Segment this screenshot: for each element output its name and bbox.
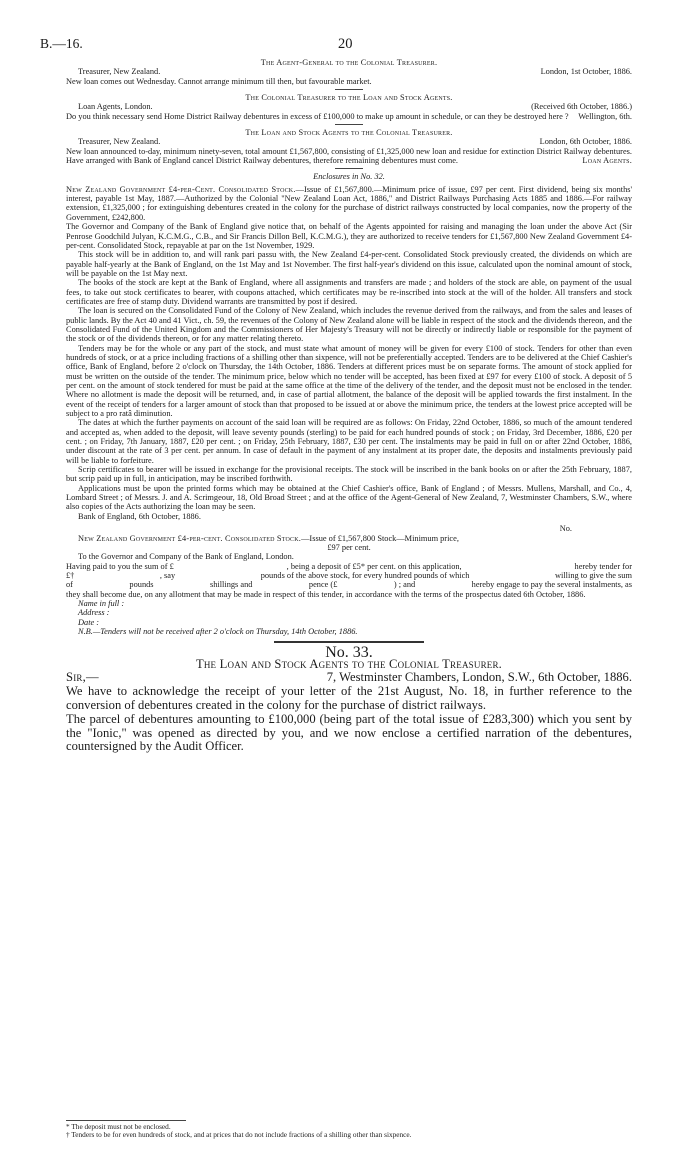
tender-form-text: pounds <box>129 580 154 590</box>
tender-form-line <box>66 562 632 571</box>
cable3-date: London, 6th October, 1886. <box>539 137 632 147</box>
prospectus-paragraph <box>66 185 632 222</box>
tender-form-text: ) ; and <box>393 580 416 590</box>
divider <box>335 89 363 90</box>
prospectus-paragraph: The loan is secured on the Consolidated Fund of the Colony of New Zealand, which includes the revenue derived from the railways, and from the sales and leases of public lands. By the Act 40 and 41 Vict., ch. 59, the revenues of the Colony of New Zealand alone will be liable in respect of the stock and the dividends thereon, and the Consolidated Fund of the United Kingdom and the Commissioners of Her Majesty's Treasury will not be directly or indirectly liable or responsible for the payment of the stock or of the dividends thereon, or for any matter relating thereto. <box>66 306 632 344</box>
letter-title: The Loan and Stock Agents to the Colonial Treasurer. <box>195 656 503 671</box>
prospectus-paragraph: The books of the stock are kept at the Bank of England, where all assignments and transfers are made ; and holders of the stock are able, on payment of the usual fees, to take out stock certificates to bearer, with coupons attached, which certificates may be re-inscribed into stock at the will of the holder. All transfers and stock certificates are free of stamp duty. Dividend warrants are transmitted by post if desired. <box>66 278 632 306</box>
tender-form-addressee: To the Governor and Company of the Bank of England, London. <box>78 552 294 562</box>
letter-salutation: Sir,— <box>66 670 99 685</box>
tender-form-date-field: Date : <box>78 617 100 627</box>
prospectus-paragraph: Tenders may be for the whole or any part of the stock, and must state what amount of money will be given for every £100 of stock. Tenders for other than even hundreds of stock, or at a price including fractions of a shilling other than sixpence, will not be preferentially accepted. Tenders are to be delivered at the Chief Cashier's office, Bank of England, before 2 o'clock on Thursday, the 14th October, 1886. Tenders at different prices must be on separate forms. The amount of stock applied for must be written on the outside of the tender. The minimum price, below which no tender will be accepted, has been fixed at £97 for every £100 of stock. A deposit of 5 per cent. on the amount of stock tendered for must be paid at the same office at the time of the delivery of the tender, and the deposit must not be enclosed in the tender. Where no allotment is made the deposit will be returned, and, in case of partial allotment, the balance of the deposit will be applied towards the first instalment. In the event of the receipt of tenders for a larger amount of stock than that proposed to be issued at or above the minimum price, the tenders at the lowest price accepted will be subject to a pro ratâ diminution. <box>66 343 632 419</box>
prospectus-text: —Issue of £1,567,800.—Minimum price of issue, £97 per cent. First dividend, being six months' interest, payable 1st May, 1887.—Authorized by the Colonial "New Zealand Loan Act, 1886," and District Railways Purchasing Acts 1885 and 1886.—For railway extension, £1,325,000 ; for extinguishing debentures created in the colony for the purchase of district railways constructed by local companies, now the property of the Government, £242,800. <box>66 184 632 222</box>
letter-address: 7, Westminster Chambers, London, S.W., 6th October, 1886. <box>326 670 632 685</box>
tender-form-number: No. <box>559 524 572 534</box>
document-reference: B.—16. <box>40 36 83 51</box>
tender-form-line <box>66 571 632 580</box>
tender-form-text: hereby tender for <box>574 561 632 571</box>
cable2-recipient: Loan Agents, London. <box>78 102 153 112</box>
cable3-address-line <box>66 137 632 146</box>
prospectus-lead: New Zealand Government £4-per-Cent. Consolidated Stock. <box>66 184 296 194</box>
tender-form-text: £† <box>66 570 75 580</box>
cable3-signature: Loan Agents. <box>582 156 632 166</box>
footnote-rule <box>66 1120 186 1121</box>
divider <box>335 124 363 125</box>
tender-form-text: of <box>66 580 73 590</box>
prospectus-paragraph: This stock will be in addition to, and will rank pari passu with, the New Zealand £4-per-cent. Consolidated Stock previously created, the dividends on which are payable half-yearly at the Bank of England, on the 1st May and 1st November. The first half-year's dividend on this issue, calculated upon the nominal amount of stock, will be payable on the 1st May next. <box>66 250 632 278</box>
tender-form-terms: they shall become due, on any allotment that may be made in respect of this tender, in accordance with the terms of the prospectus dated 6th October, 1886. <box>66 589 586 599</box>
prospectus-paragraph: Scrip certificates to bearer will be issued in exchange for the provisional receipts. The stock will be inscribed in the bank books on or after the 25th February, 1887, but scrip paid up in full, in anticipation, may be inscribed forthwith. <box>66 465 632 484</box>
tender-form-text: , say <box>159 570 176 580</box>
cable2-received: (Received 6th October, 1886.) <box>531 102 632 112</box>
tender-form-title <box>66 534 632 543</box>
prospectus-dateline: Bank of England, 6th October, 1886. <box>78 511 201 521</box>
prospectus-paragraph: Applications must be upon the printed forms which may be obtained at the Chief Cashier's office, Bank of England ; of Messrs. Mullens, Marshall, and Co., 4, Lombard Street ; of Messrs. J. and A. Scrimgeour, 18, Old Broad Street ; and at the office of the Agent-General of New Zealand, 7, Westminster Chambers, S.W., where also copies of the Acts authorizing the loan may be seen. <box>66 483 632 512</box>
prospectus-paragraph: The dates at which the further payments on account of the said loan will be required are as follows: On Friday, 22nd October, 1886, so much of the amount tendered and accepted as, when added to the deposit, will leave seventy pounds (sterling) to be paid for each hundred pounds of stock ; on Friday, 3rd December, 1886, £20 per cent. ; on Friday, 7th January, 1887, £20 per cent. ; on Friday, 25th February, 1887, £30 per cent. The instalments may be paid in full on or after 22nd October, 1886, under discount at the rate of 3 per cent. per annum. In case of default in the payment of any instalment at its proper date, the deposits and instalments previously paid will be liable to forfeiture. <box>66 418 632 465</box>
letter-paragraph: We have to acknowledge the receipt of your letter of the 21st August, No. 18, in further reference to the conversion of debentures created in the colony for the purchase of district railways. <box>66 684 632 713</box>
letter-paragraph: The parcel of debentures amounting to £100,000 (being part of the total issue of £283,300) which you sent by the "Ionic," was opened as directed by you, and we now enclose a certified narration of the debentures, countersigned by the Audit Officer. <box>66 711 632 754</box>
section-divider <box>274 641 424 643</box>
cable1-date: London, 1st October, 1886. <box>540 67 632 77</box>
tender-form-price: £97 per cent. <box>327 542 371 552</box>
cable2-title: The Colonial Treasurer to the Loan and Stock Agents. <box>245 93 453 103</box>
tender-form-text: Having paid to you the sum of £ <box>66 561 174 571</box>
tender-form-lead: New Zealand Government £4-per-cent. Consolidated Stock. <box>78 533 302 543</box>
cable1-title: The Agent-General to the Colonial Treasurer. <box>260 58 438 67</box>
tender-form-text: hereby engage to pay the several instalments, as <box>471 580 632 590</box>
tender-form-line <box>66 580 632 589</box>
footnote: * The deposit must not be enclosed. <box>66 1122 171 1131</box>
page-number: 20 <box>338 36 353 52</box>
footnotes <box>66 1120 632 1140</box>
tender-form-name-field: Name in full : <box>78 598 125 608</box>
tender-form-text: willing to give the sum <box>555 570 632 580</box>
tender-form-text: pounds of the above stock, for every hundred pounds of which <box>260 570 470 580</box>
divider <box>335 168 363 169</box>
enclosures-heading: Enclosures in No. 32. <box>313 172 385 182</box>
cable2-place: Wellington, 6th. <box>578 111 632 121</box>
cable3-title: The Loan and Stock Agents to the Colonial Treasurer. <box>245 128 453 138</box>
cable3-body: New loan announced to-day, minimum ninety-seven, total amount £1,567,800, consisting of £1,325,000 new loan and residue for extinction District Railway debentures. Have arranged with Bank of England cancel District Railway debentures, therefore remaining debentures must come. <box>66 146 632 166</box>
tender-form-note: N.B.—Tenders will not be received after 2 o'clock on Thursday, 14th October, 1886. <box>78 626 358 636</box>
letter-number: No. 33. <box>325 644 373 662</box>
tender-form-text: shillings and <box>210 580 253 590</box>
cable2-address-line <box>66 102 632 111</box>
cable1-body: New loan comes out Wednesday. Cannot arrange minimum till then, but favourable market. <box>66 76 372 86</box>
cable2-body: Do you think necessary send Home District Railway debentures in excess of £100,000 to make up amount in schedule, or can they be destroyed here ? <box>66 111 569 121</box>
cable1-address-line <box>66 67 632 76</box>
tender-form-address-field: Address : <box>78 608 110 618</box>
prospectus-paragraph: The Governor and Company of the Bank of England give notice that, on behalf of the Agents appointed for raising and managing the loan under the above Act (Sir Penrose Goodchild Julyan, K.C.M.G., C.B., and Sir Francis Dillon Bell, K.C.M.G.), they are authorized to receive tenders for £1,567,800 New Zealand Government £4-per-cent. Consolidated Stock, repayable at par on the 1st November, 1929. <box>66 222 632 250</box>
tender-form-text: , being a deposit of £5* per cent. on this application, <box>286 561 462 571</box>
tender-form-title-rest: —Issue of £1,567,800 Stock—Minimum price, <box>301 533 459 543</box>
page-body <box>66 58 632 754</box>
cable3-recipient: Treasurer, New Zealand. <box>78 137 161 147</box>
page-header <box>0 36 700 56</box>
tender-form-text: pence (£ <box>308 580 338 590</box>
letter-salutation-line <box>66 671 632 685</box>
footnote: † Tenders to be for even hundreds of stock, and at prices that do not include fractions of a shilling other than sixpence. <box>66 1130 412 1140</box>
cable1-recipient: Treasurer, New Zealand. <box>78 67 161 77</box>
